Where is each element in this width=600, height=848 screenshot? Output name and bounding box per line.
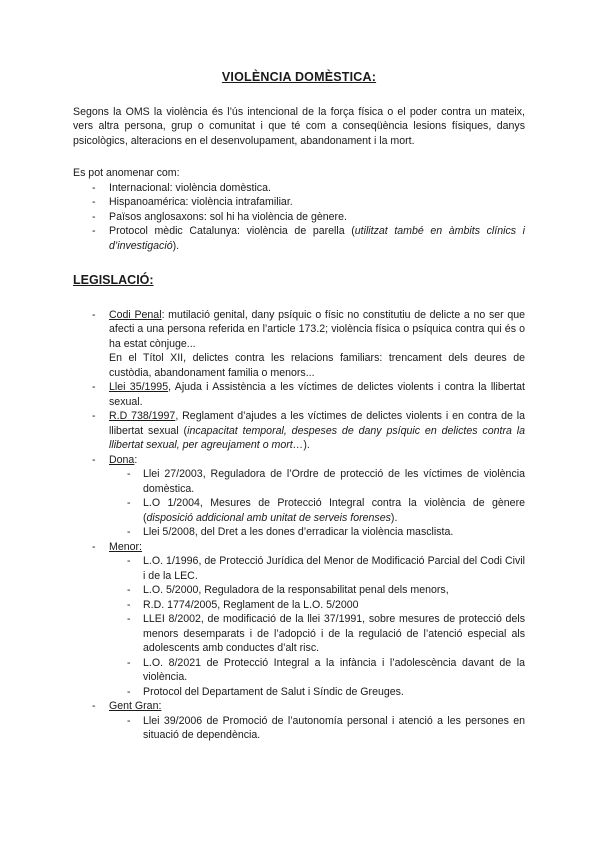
list-item: - Protocol del Departament de Salut i Síndic de Greuges. [109,685,525,700]
law-label: R.D 738/1997 [109,410,176,422]
document-title: VIOLÈNCIA DOMÈSTICA: [221,70,377,84]
law-label: Codi Penal [109,308,162,321]
group-label: Menor: [109,540,142,553]
group-label: Gent Gran: [109,700,162,712]
list-item: - L.O. 1/1996, de Protecció Jurídica del Menor de Modificació Parcial del Codi Civil i de la LEC. [109,554,525,583]
italic-note: utilitzat també en àmbits clínics i d’investigació [109,225,525,252]
group-label: Dona [109,453,135,466]
list-item: - Llei 39/2006 de Promoció de l’autonomía personal i atenció a les persones en situació de dependència. [109,714,525,743]
section-heading-legislacio: LEGISLACIÓ: [73,273,154,287]
list-item: - Protocol mèdic Catalunya: violència de parella (utilitzat també en àmbits clínics i d’investigació). [73,224,525,253]
list-item: - Hispanoamérica: violència intrafamiliar. [73,195,525,210]
law-rd-738-1997: - R.D 738/1997, Reglament d’ajudes a les víctimes de delictes violents i en contra de la llibertat sexual (incapacitat temporal, despeses de dany psíquic en delictes contra la llibertat sexual, per agreujament o mort…). [73,409,525,453]
names-list [73,181,525,254]
law-group-gent-gran [73,699,525,743]
law-llei-35-1995: - Llei 35/1995, Ajuda i Assistència a les víctimes de delictes violents i contra la llibertat sexual. [73,380,525,409]
menor-list [109,554,525,699]
list-item: - Llei 27/2003, Reguladora de l’Ordre de protecció de les víctimes de violència domèstica. [109,467,525,496]
legislation-list [73,308,525,743]
law-codi-penal: - Codi Penal: mutilació genital, dany psíquic o físic no constitutiu de delicte a no ser que afecti a una persona referida en l’article 173.2; violència física o psíquica contra qui és o ha estat cònjuge... En el Títol XII, delictes contra les relacions familiars: trencament dels deures de custòdia, abandonament familia o menors... [73,308,525,381]
intro-paragraph: Segons la OMS la violència és l’ús intencional de la força física o el poder contra un mateix, vers altra persona, grup o comunitat i que té com a conseqüència lesions físiques, danys psicològics, alteracions en el desenvolupament, abandonament i la mort. [73,105,525,147]
list-item: - L.O. 8/2021 de Protecció Integral a la infància i l’adolescència davant de la violència. [109,656,525,685]
list-item: - Internacional: violència domèstica. [73,181,525,196]
dona-list [109,467,525,540]
gent-gran-list [109,714,525,743]
law-extra: En el Títol XII, delictes contra les relacions familiars: trencament dels deures de custòdia, abandonament familia o menors... [109,352,525,379]
list-item: - Països anglosaxons: sol hi ha violència de gènere. [73,210,525,225]
list-item: - L.O. 5/2000, Reguladora de la responsabilitat penal dels menors, [109,583,525,598]
list-item: - L.O 1/2004, Mesures de Protecció Integral contra la violència de gènere (disposició addicional amb unitat de serveis forenses). [109,496,525,525]
law-group-dona: - Dona: - Llei 27/2003, Reguladora de l’Ordre de protecció de les víctimes de violència domèstica. - L.O 1/2004, Mesures de Protecció Integral contra la violència de gènere (disposició addicional amb unitat de serveis forenses). - Llei 5/2008, del Dret a les dones d’erradicar la violència masclista. [73,453,525,540]
italic-note: disposició addicional amb unitat de serveis forenses [146,511,391,524]
list-item: - Llei 5/2008, del Dret a les dones d’erradicar la violència masclista. [109,525,525,540]
italic-note: incapacitat temporal, despeses de dany psíquic en delictes contra la llibertat sexual, per agreujament o mort… [109,424,526,451]
names-lead: Es pot anomenar com: [73,167,180,179]
list-item: - LLEI 8/2002, de modificació de la llei 37/1991, sobre mesures de protecció dels menors desemparats i de l’adopció i de la regulació de l’atenció especial als adolescents amb conductes d’alt risc. [109,612,525,656]
law-group-menor [73,540,525,700]
law-label: Llei 35/1995 [109,381,169,393]
list-item: - R.D. 1774/2005, Reglament de la L.O. 5/2000 [109,598,525,613]
